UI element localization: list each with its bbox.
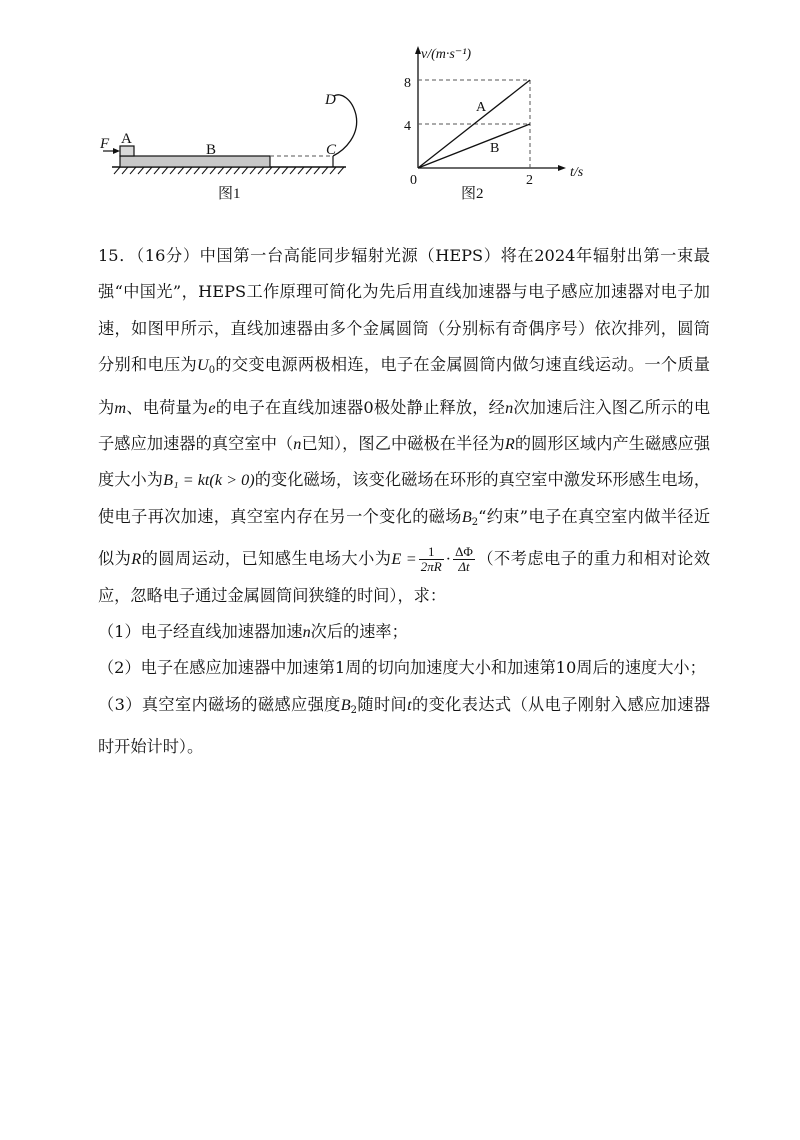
- label-board-b: B: [206, 142, 217, 158]
- intro-text-6: 已知），图乙中磁极在半径为: [301, 434, 505, 454]
- label-point-c: C: [326, 142, 337, 158]
- fraction-dphi-over-dt: [453, 545, 475, 574]
- x-axis-label: t/s: [570, 165, 584, 180]
- problem-intro: [98, 238, 710, 614]
- problem-number: 15．: [98, 246, 137, 265]
- semicircle-track: [333, 95, 357, 156]
- b1-formula: B₁ = kt(k > 0): [163, 471, 255, 490]
- x-axis-arrow: [558, 165, 566, 171]
- y-tick-8: 8: [404, 76, 411, 91]
- question-3-b2-symbol: B: [340, 695, 351, 714]
- intro-text-1: 中国第一台高能同步辐射光源（HEPS）将在2024年辐射出第一束最强“中国光”，HEPS工作原理可简化为先后用直线加速器与电子感应加速器对电子加速，如图甲所示，直线加速器由多个金属圆筒（分别标有奇偶序号）依次排列，圆筒分别和电压为: [98, 246, 710, 375]
- intro-text-7: 的圆形区域内产生磁感应强度大小为: [98, 434, 711, 490]
- question-2: [98, 650, 710, 686]
- radius-symbol: R: [504, 435, 515, 454]
- intro-text-4: 的电子在直线加速器0极处静止释放，经: [215, 397, 506, 417]
- fraction-one-over-2pir: [419, 545, 444, 574]
- question-3-text-a: （3）真空室内磁场的磁感应强度: [98, 694, 341, 714]
- y-axis-label: v/(m·s⁻¹): [421, 47, 472, 62]
- question-3-b2-subscript: 2: [350, 704, 358, 716]
- block-a: [120, 146, 134, 156]
- multiply-dot: ·: [445, 550, 452, 569]
- intro-text-5: 次加速后注入图乙所示的电子感应加速器的真空室中（: [98, 397, 711, 454]
- question-1: [98, 614, 710, 650]
- fraction-1-denominator: 2πR: [420, 559, 442, 575]
- b2-subscript: 2: [471, 516, 479, 528]
- question-1-text-b: 次后的速率；: [310, 622, 408, 642]
- fraction-1-numerator: 1: [419, 545, 444, 560]
- label-point-d: D: [325, 92, 336, 108]
- n-symbol: n: [505, 398, 514, 417]
- question-3-t-symbol: t: [407, 695, 412, 714]
- question-3: [98, 687, 710, 766]
- radius-symbol-2: R: [131, 550, 142, 569]
- figure-2-caption: 图2: [461, 186, 484, 202]
- intro-text-3: 、电荷量为: [126, 397, 209, 417]
- origin-label: 0: [410, 173, 417, 188]
- u0-symbol: U: [197, 356, 209, 375]
- line-b-label: B: [490, 141, 500, 156]
- question-3-text-c: 的变化表达式（从电子刚射入感应加速器时开始计时）。: [98, 694, 711, 757]
- force-arrowhead: [113, 148, 120, 154]
- question-3-text-b: 随时间: [357, 694, 408, 714]
- question-2-text: （2）电子在感应加速器中加速第1周的切向加速度大小和加速第10周后的速度大小；: [98, 658, 706, 678]
- intro-text-10: 的圆周运动，已知感生电场大小为: [141, 549, 392, 569]
- problem-15: [98, 238, 710, 766]
- figures-area: [0, 0, 800, 220]
- intro-text-2: 的交变电源两极相连，电子在金属圆筒内做匀速直线运动。一个质量为: [98, 355, 711, 417]
- line-a-label: A: [476, 100, 487, 115]
- ground-hatching: [114, 167, 344, 174]
- board-b: [120, 156, 270, 167]
- series-line-b: [418, 124, 530, 168]
- n-symbol-2: n: [293, 435, 302, 454]
- question-1-n-symbol: n: [302, 623, 311, 642]
- intro-text-8: 的变化磁场，该变化磁场在环形的真空室中激发环形感生电场，使电子再次加速，真空室内存在另一个变化的磁场: [98, 470, 711, 526]
- figure-1: [99, 92, 357, 202]
- mass-symbol: m: [114, 398, 127, 417]
- fraction-2-numerator: ΔΦ: [455, 544, 473, 560]
- intro-text-9: “约束”电子在真空室内做半径近似为: [98, 506, 711, 569]
- figure-1-caption: 图1: [218, 186, 241, 202]
- problem-score: （16分）: [136, 246, 200, 265]
- u0-subscript: 0: [208, 365, 216, 377]
- y-tick-4: 4: [404, 119, 411, 134]
- question-1-text-a: （1）电子经直线加速器加速: [98, 622, 303, 642]
- label-block-a: A: [121, 131, 132, 147]
- label-force-f: F: [100, 136, 110, 152]
- charge-symbol: e: [208, 398, 216, 417]
- field-equation-lhs: E =: [391, 550, 417, 569]
- intro-text-11: （不考虑电子的重力和相对论效应，忽略电子通过金属圆筒间狭缝的时间），求：: [98, 549, 711, 605]
- fraction-2-denominator: Δt: [458, 559, 470, 575]
- figure-2: [404, 46, 584, 202]
- x-tick-2: 2: [526, 173, 533, 188]
- b2-symbol: B: [461, 507, 472, 526]
